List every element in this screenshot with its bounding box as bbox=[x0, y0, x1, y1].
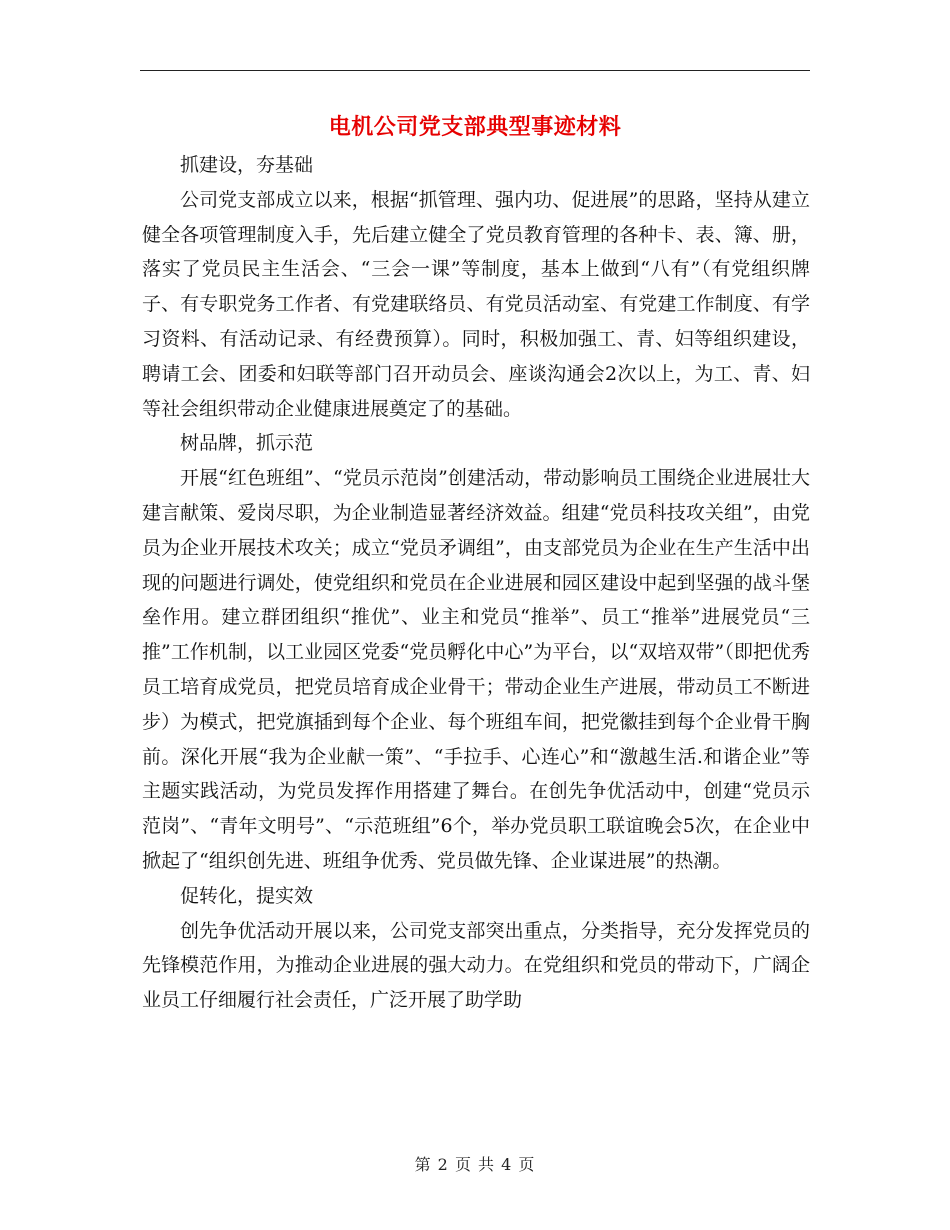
section-heading: 促转化，提实效 bbox=[180, 884, 314, 907]
body-paragraph: 公司党支部成立以来，根据“抓管理、强内功、促进展”的思路，坚持从建立健全各项管理制度入手，先后建立健全了党员教育管理的各种卡、表、簿、册，落实了党员民主生活会、“三会一课”等制度，基本上做到“八有”（有党组织牌子、有专职党务工作者、有党建联络员、有党员活动室、有党建工作制度、有学习资料、有活动记录、有经费预算）。同时，积极加强工、青、妇等组织建设，聘请工会、团委和妇联等部门召开动员会、座谈沟通会2次以上，为工、青、妇等社会组织带动企业健康进展奠定了的基础。 bbox=[142, 188, 810, 420]
body-paragraph: 创先争优活动开展以来，公司党支部突出重点，分类指导，充分发挥党员的先锋模范作用，为推动企业进展的强大动力。在党组织和党员的带动下，广阔企业员工仔细履行社会责任，广泛开展了助学助 bbox=[142, 919, 810, 1012]
section-heading: 抓建设，夯基础 bbox=[180, 154, 314, 176]
body-paragraph: 开展“红色班组”、“党员示范岗”创建活动，带动影响员工围绕企业进展壮大建言献策、爱岗尽职，为企业制造显著经济效益。组建“党员科技攻关组”，由党员为企业开展技术攻关；成立“党员矛调组”，由支部党员为企业在生产生活中出现的问题进行调处，使党组织和党员在企业进展和园区建设中起到坚强的战斗堡垒作用。建立群团组织“推优”、业主和党员“推举”、员工“推举”进展党员“三推”工作机制，以工业园区党委“党员孵化中心”为平台，以“双培双带”（即把优秀员工培育成党员，把党员培育成企业骨干；带动企业生产进展，带动员工不断进步）为模式，把党旗插到每个企业、每个班组车间，把党徽挂到每个企业骨干胸前。深化开展“我为企业献一策”、“手拉手、心连心”和“激越生活.和谐企业”等主题实践活动，为党员发挥作用搭建了舞台。在创先争优活动中，创建“党员示范岗”、“青年文明号”、“示范班组”6个，举办党员职工联谊晚会5次，在企业中掀起了“组织创先进、班组争优秀、党员做先锋、企业谋进展”的热潮。 bbox=[142, 467, 810, 872]
section-heading: 树品牌，抓示范 bbox=[180, 432, 314, 455]
header-rule bbox=[140, 70, 810, 71]
document-body bbox=[142, 148, 810, 1018]
document-title: 电机公司党支部典型事迹材料 bbox=[328, 114, 622, 140]
page-number: 第 2 页 共 4 页 bbox=[414, 1155, 536, 1174]
